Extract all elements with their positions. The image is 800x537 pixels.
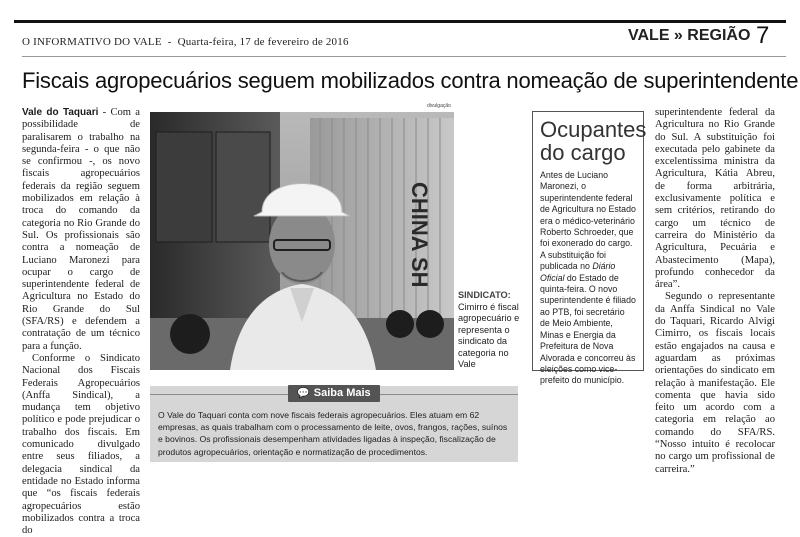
article-column-3: [655, 107, 775, 476]
saiba-mais-title: Saiba Mais: [313, 387, 371, 399]
sidebar-text-italic: Diário Oficial: [540, 261, 616, 283]
masthead-separator: -: [167, 36, 172, 48]
issue-date: Quarta-feira, 17 de fevereiro de 2016: [177, 36, 349, 48]
saiba-mais-tab: [288, 385, 380, 402]
photo-caption: [458, 290, 528, 371]
sidebar-text-part: do Estado de quinta-feira. O novo superintendente é filiado ao PTB, foi secretário de Meio Ambiente, Minas e Energia da Prefeitura de Nova Alvorada e concorreu às eleições como vice-prefeito do município.: [540, 272, 636, 386]
photo-illustration: [150, 112, 454, 370]
publication-name: O INFORMATIVO DO VALE: [22, 36, 162, 48]
article-column-1: [22, 107, 140, 537]
caption-label: SINDICATO:: [458, 290, 511, 300]
photo-credit: divulgação: [427, 103, 451, 109]
sidebar-title: Ocupantes do cargo: [540, 117, 647, 165]
article-paragraph: Segundo o representante da Anffa Sindical no Vale do Taquari, Ricardo Alvigi Cimirro, os fiscais locais estão engajados na causa e aguardam as próximas orientações do sindicato em relação à manifestação. Ele comenta que havia sido feito um acordo com a categoria em relação ao comando do SFA/RS. “Nosso intuito é recolocar no cargo um profissional de carreira.”: [655, 291, 775, 475]
lead-place: Vale do Taquari: [22, 107, 99, 118]
page-number: 7: [756, 22, 770, 49]
article-photo: [150, 112, 454, 370]
caption-text: Cimirro é fiscal agropecuário e representa o sindicato da categoria no Vale: [458, 301, 520, 369]
lead-dash: -: [98, 107, 111, 118]
saiba-mais-text: O Vale do Taquari conta com nove fiscais federais agropecuários. Eles atuam em 62 empresas, as quais trabalham com o processamento de leite, ovos, frangos, rações, suínos e bovinos. Os profissionais desempenham atividades ligadas à inspeção, fiscalização de produtos agropecuários, orientação e normatização de procedimentos.: [158, 410, 508, 457]
article-paragraph: [22, 107, 140, 353]
sidebar-text: [540, 170, 636, 387]
speech-bubble-icon: 💬: [297, 388, 310, 399]
top-rule: [14, 20, 786, 23]
headline: Fiscais agropecuários seguem mobilizados contra nomeação de superintendente: [22, 68, 799, 93]
paragraph-text: Com a possibilidade de paralisarem o trabalho na segunda-feira - o que não se confirmou -, os novo fiscais agropecuários federais da região seguem mobilizados em relação à troca do comando da categoria no Rio Grande do Sul. Os profissionais são contra a nomeação de Luciano Maronezi para ocupar o cargo de superintendente federal de Agricultura no Estado do Rio Grande do Sul (SFA/RS) e defendem a contratação de um técnico para a função.: [22, 107, 140, 352]
masthead: [22, 36, 349, 48]
article-paragraph: superintendente federal da Agricultura no Rio Grande do Sul. A substituição foi executada pelo gabinete da excelentíssima ministra da Agricultura, Kátia Abreu, de forma arbitrária, exclusivamente política e sem critérios, retirando do cargo um técnico de carreira do Ministério da Agricultura, Pecuária e Abastecimento (Mapa), profundo conhecedor da área”.: [655, 107, 775, 291]
article-paragraph: Conforme o Sindicato Nacional dos Fiscais Federais Agropecuários (Anffa Sindical), a mudança tem objetivo político e pode prejudicar o trabalho dos fiscais. Em comunicado divulgado entre seus filiados, a delegacia sindical da entidade no Estado informa que “os fiscais federais agropecuários estão mobilizados contra a troca do: [22, 352, 140, 537]
section-label: VALE » REGIÃO: [628, 27, 751, 44]
sidebar-text-part: Antes de Luciano Maronezi, o superintendente federal de Agricultura no Estado era o médico-veterinário Roberto Schroeder, que foi exonerado do cargo. A substituição foi publicada no: [540, 170, 636, 272]
header-divider: [22, 56, 786, 57]
sidebar-box: [532, 111, 647, 386]
container-lettering: CHINA SH: [407, 182, 432, 288]
